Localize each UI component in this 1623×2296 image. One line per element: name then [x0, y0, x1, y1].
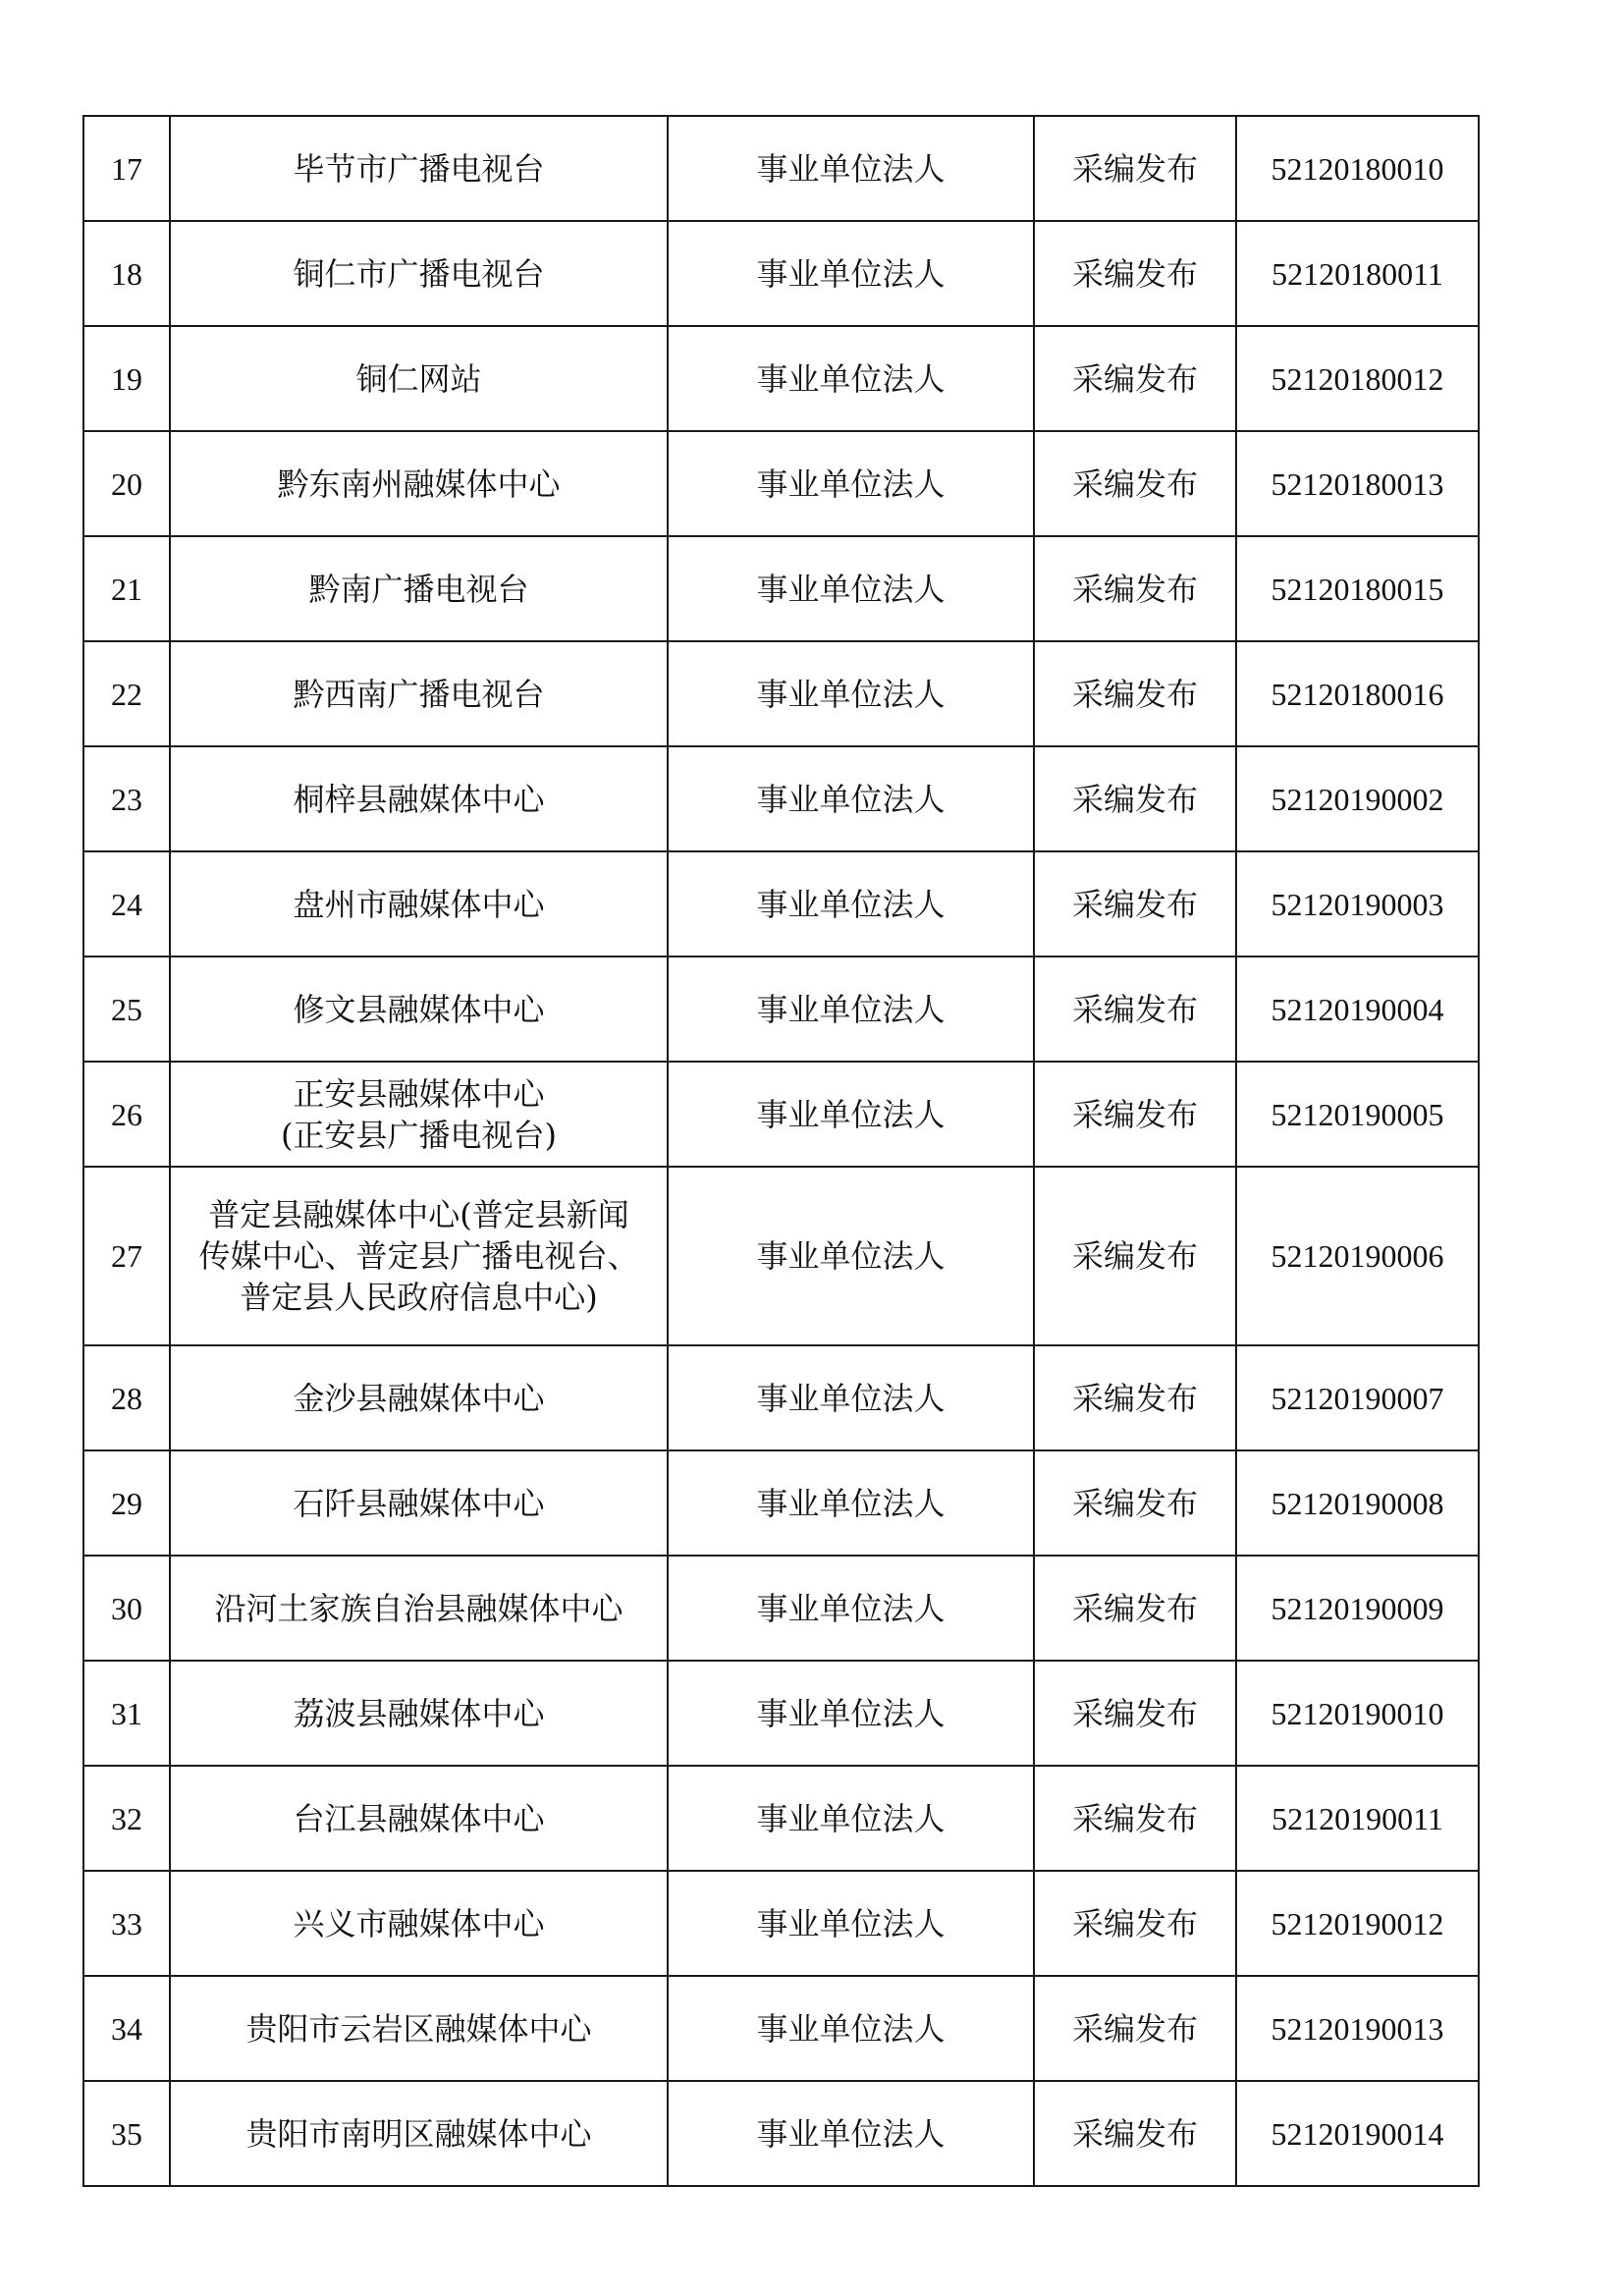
license-code: 52120190008	[1236, 1450, 1479, 1556]
organization-name	[170, 2081, 668, 2186]
organization-name-line: 铜仁网站	[355, 359, 482, 398]
row-number: 19	[83, 326, 170, 431]
organization-name-line: 正安县融媒体中心	[293, 1074, 545, 1113]
entity-type: 事业单位法人	[668, 116, 1034, 221]
entity-type: 事业单位法人	[668, 1871, 1034, 1976]
entity-type: 事业单位法人	[668, 1661, 1034, 1766]
organization-name	[170, 641, 668, 746]
service-scope: 采编发布	[1034, 2081, 1236, 2186]
service-scope: 采编发布	[1034, 1167, 1236, 1345]
license-code: 52120190002	[1236, 746, 1479, 851]
table-row	[83, 326, 1479, 431]
organization-name-line: 黔西南广播电视台	[293, 675, 545, 713]
organization-name-line: 贵阳市南明区融媒体中心	[245, 2114, 592, 2153]
organization-name-line: 黔南广播电视台	[308, 570, 529, 608]
table-row	[83, 1871, 1479, 1976]
organization-name-line: (正安县广播电视台)	[281, 1116, 557, 1154]
license-code: 52120190010	[1236, 1661, 1479, 1766]
organization-name	[170, 1062, 668, 1167]
organization-name-line: 兴义市融媒体中心	[293, 1904, 545, 1942]
table-row	[83, 1450, 1479, 1556]
service-scope: 采编发布	[1034, 536, 1236, 641]
row-number: 27	[83, 1167, 170, 1345]
service-scope: 采编发布	[1034, 326, 1236, 431]
table-row	[83, 746, 1479, 851]
row-number: 18	[83, 221, 170, 326]
license-code: 52120190013	[1236, 1976, 1479, 2081]
license-code: 52120180010	[1236, 116, 1479, 221]
row-number: 23	[83, 746, 170, 851]
service-scope: 采编发布	[1034, 1345, 1236, 1450]
entity-type: 事业单位法人	[668, 221, 1034, 326]
row-number: 20	[83, 431, 170, 536]
organization-name-line: 普定县人民政府信息中心)	[240, 1279, 598, 1316]
organization-name	[170, 1556, 668, 1661]
organization-name	[170, 851, 668, 957]
entity-type: 事业单位法人	[668, 957, 1034, 1062]
row-number: 31	[83, 1661, 170, 1766]
row-number: 29	[83, 1450, 170, 1556]
entity-type: 事业单位法人	[668, 1976, 1034, 2081]
service-scope: 采编发布	[1034, 746, 1236, 851]
table-row	[83, 431, 1479, 536]
organization-name-line: 修文县融媒体中心	[293, 990, 545, 1028]
service-scope: 采编发布	[1034, 1871, 1236, 1976]
entity-type: 事业单位法人	[668, 1450, 1034, 1556]
license-code: 52120180015	[1236, 536, 1479, 641]
entity-type: 事业单位法人	[668, 851, 1034, 957]
license-code: 52120190007	[1236, 1345, 1479, 1450]
service-scope: 采编发布	[1034, 1450, 1236, 1556]
entity-type: 事业单位法人	[668, 431, 1034, 536]
row-number: 22	[83, 641, 170, 746]
table-row	[83, 1062, 1479, 1167]
organization-name	[170, 1766, 668, 1871]
organization-name	[170, 536, 668, 641]
row-number: 17	[83, 116, 170, 221]
organization-name-line: 金沙县融媒体中心	[293, 1379, 545, 1417]
service-scope: 采编发布	[1034, 1766, 1236, 1871]
table-row	[83, 116, 1479, 221]
entity-type: 事业单位法人	[668, 1556, 1034, 1661]
organization-name	[170, 326, 668, 431]
organization-name	[170, 746, 668, 851]
organization-name-line: 荔波县融媒体中心	[293, 1694, 545, 1732]
license-code: 52120190014	[1236, 2081, 1479, 2186]
organization-name	[170, 1661, 668, 1766]
organization-name-line: 桐梓县融媒体中心	[293, 780, 545, 818]
service-scope: 采编发布	[1034, 1976, 1236, 2081]
row-number: 25	[83, 957, 170, 1062]
license-code: 52120190003	[1236, 851, 1479, 957]
entity-type: 事业单位法人	[668, 1167, 1034, 1345]
table-row	[83, 957, 1479, 1062]
organization-name	[170, 1450, 668, 1556]
organization-table	[82, 115, 1480, 2187]
table-body	[83, 116, 1479, 2186]
organization-name	[170, 1871, 668, 1976]
table-row	[83, 536, 1479, 641]
license-code: 52120190004	[1236, 957, 1479, 1062]
entity-type: 事业单位法人	[668, 2081, 1034, 2186]
organization-name-line: 沿河土家族自治县融媒体中心	[214, 1589, 623, 1627]
table-row	[83, 1556, 1479, 1661]
license-code: 52120180012	[1236, 326, 1479, 431]
license-code: 52120190009	[1236, 1556, 1479, 1661]
service-scope: 采编发布	[1034, 641, 1236, 746]
service-scope: 采编发布	[1034, 1556, 1236, 1661]
entity-type: 事业单位法人	[668, 1766, 1034, 1871]
table-row	[83, 1661, 1479, 1766]
organization-name	[170, 1976, 668, 2081]
table-row	[83, 1167, 1479, 1345]
organization-name	[170, 1345, 668, 1450]
organization-name	[170, 221, 668, 326]
entity-type: 事业单位法人	[668, 1062, 1034, 1167]
row-number: 33	[83, 1871, 170, 1976]
table-row	[83, 851, 1479, 957]
organization-name-line: 贵阳市云岩区融媒体中心	[245, 2009, 592, 2048]
table-row	[83, 641, 1479, 746]
license-code: 52120190011	[1236, 1766, 1479, 1871]
organization-name-line: 传媒中心、普定县广播电视台、	[198, 1237, 639, 1275]
organization-name	[170, 116, 668, 221]
table-row	[83, 2081, 1479, 2186]
organization-name-line: 石阡县融媒体中心	[293, 1484, 545, 1522]
row-number: 35	[83, 2081, 170, 2186]
entity-type: 事业单位法人	[668, 641, 1034, 746]
service-scope: 采编发布	[1034, 1062, 1236, 1167]
license-code: 52120190006	[1236, 1167, 1479, 1345]
license-code: 52120180013	[1236, 431, 1479, 536]
row-number: 32	[83, 1766, 170, 1871]
organization-name-line: 盘州市融媒体中心	[293, 885, 545, 923]
entity-type: 事业单位法人	[668, 746, 1034, 851]
license-code: 52120190012	[1236, 1871, 1479, 1976]
organization-name	[170, 431, 668, 536]
organization-name-line: 普定县融媒体中心(普定县新闻	[208, 1196, 629, 1233]
row-number: 30	[83, 1556, 170, 1661]
license-code: 52120180011	[1236, 221, 1479, 326]
service-scope: 采编发布	[1034, 957, 1236, 1062]
row-number: 21	[83, 536, 170, 641]
table-row	[83, 1766, 1479, 1871]
organization-name-line: 黔东南州融媒体中心	[277, 465, 561, 503]
row-number: 34	[83, 1976, 170, 2081]
organization-name-line: 台江县融媒体中心	[293, 1799, 545, 1837]
table-row	[83, 1345, 1479, 1450]
row-number: 26	[83, 1062, 170, 1167]
license-code: 52120180016	[1236, 641, 1479, 746]
row-number: 28	[83, 1345, 170, 1450]
table-row	[83, 1976, 1479, 2081]
organization-name-line: 铜仁市广播电视台	[293, 254, 545, 293]
entity-type: 事业单位法人	[668, 536, 1034, 641]
row-number: 24	[83, 851, 170, 957]
organization-name	[170, 1167, 668, 1345]
license-code: 52120190005	[1236, 1062, 1479, 1167]
service-scope: 采编发布	[1034, 221, 1236, 326]
entity-type: 事业单位法人	[668, 1345, 1034, 1450]
service-scope: 采编发布	[1034, 1661, 1236, 1766]
service-scope: 采编发布	[1034, 851, 1236, 957]
organization-name-line: 毕节市广播电视台	[293, 149, 545, 188]
entity-type: 事业单位法人	[668, 326, 1034, 431]
organization-name	[170, 957, 668, 1062]
service-scope: 采编发布	[1034, 431, 1236, 536]
table-row	[83, 221, 1479, 326]
service-scope: 采编发布	[1034, 116, 1236, 221]
